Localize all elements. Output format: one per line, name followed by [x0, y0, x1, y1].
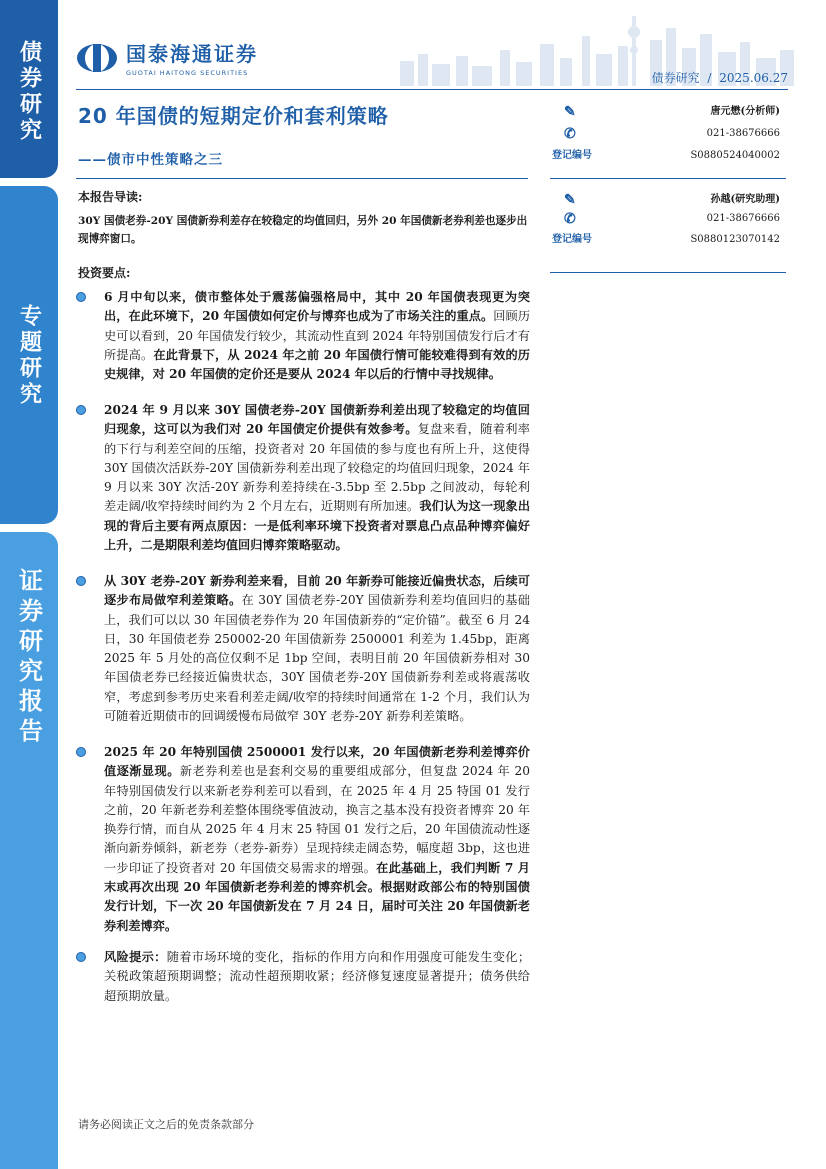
- guide-heading: 本报告导读:: [78, 190, 143, 204]
- key-point-text: [104, 572, 530, 726]
- key-point-bold: 2024 年 9 月以来 30Y 国债老券-20Y 国债新券利差出现了较稳定的均值回归现象，这可以为我们对 20 年国债定价提供有效参考。: [104, 403, 530, 437]
- company-name-cn: 国泰海通证券: [126, 42, 258, 66]
- sidebar-category: [0, 0, 58, 178]
- header-meta: [652, 69, 788, 86]
- risk-text: 随着市场环境的变化，指标的作用方向和作用强度可能发生变化；关税政策超预期调整；流动性超预期收紧；经济修复速度显著提升；债务供给超预期放量。: [104, 950, 531, 1003]
- key-point-body: 新老券利差也是套利交易的重要组成部分，但复盘 2024 年 20 年特别国债发行以来新老券利差可以看到，在 2025 年 4 月 25 特国 01 发行之前，20 年新老券利差整体围绕零值波动，换言之基本没有投资者博弈 20 年换券行情，而自从 2025 年 4 月末 25 特国 01 发行之后，20 年国债流动性逐渐向新券倾斜，新老券（老券-新券）呈现持续走阔态势，幅度超 3bp，这也进一步印证了投资者对 20 年国债交易需求的增强。: [104, 764, 530, 875]
- key-point-text: [104, 743, 530, 936]
- registration-number: S0880524040002: [690, 150, 780, 161]
- bullet-icon: [76, 952, 86, 962]
- header-date: 2025.06.27: [719, 71, 788, 85]
- analyst-divider: [550, 272, 786, 273]
- report-title: 20 年国债的短期定价和套利策略: [78, 104, 389, 128]
- logo-mark-icon: [76, 43, 118, 73]
- key-point-body: 在 30Y 国债老券-20Y 国债新券利差均值回归的基础上，我们可以以 30 年国债老券作为 20 年国债新券的“定价锚”。截至 6 月 24 日，30 年国债老券 250002-20 年国债新券 2500001 利差为 1.45bp，距离 2025 年 5 月处的高位仅剩不足 1bp 空间，表明目前 20 年国债新券相对 30 年国债老券已经接近偏贵状态，30Y 国债老券-20Y 国债新券利差或将震荡收窄，考虑到参考历史来看利差走阔/收窄的持续时间通常在 1-2 个月，我们认为可随着近期债市的回调缓慢布局做窄 30Y 老券-20Y 新券利差策略。: [104, 593, 530, 724]
- key-point: [78, 948, 530, 1006]
- key-point-text: [104, 288, 530, 384]
- sidebar-report: [0, 532, 58, 1169]
- registration-label: 登记编号: [552, 234, 592, 245]
- phone-icon: ✆: [564, 126, 576, 142]
- phone-icon: ✆: [564, 211, 576, 227]
- analyst-name: 唐元懋(分析师): [710, 106, 780, 117]
- key-point: [78, 743, 530, 936]
- sidebar: [0, 0, 58, 1169]
- analyst-phone: 021-38676666: [706, 128, 780, 139]
- header-separator: /: [707, 71, 712, 85]
- key-point-body: 复盘来看，随着利率的下行与利差空间的压缩，投资者对 20 年国债的参与度也有所上升，这使得 30Y 国债次活跃券-20Y 国债新券利差出现了较稳定的均值回归现象，2024 年 9 月以来 30Y 次活-20Y 新券利差持续在-3.5bp 至 2.5bp 之间波动，每轮利差走阔/收窄持续时间约为 2 个月左右，近期则有所加速。: [104, 422, 530, 514]
- key-point-text: [104, 401, 530, 555]
- key-point-body: 回顾历史可以看到，20 年国债发行较少，其流动性直到 2024 年特别国债发行后才有所提高。: [104, 309, 531, 362]
- risk-label: 风险提示：: [104, 950, 167, 964]
- bullet-icon: [76, 747, 86, 757]
- key-point-bold: 在此背景下，从 2024 年之前 20 年国债行情可能较难得到有效的历史规律，对 20 年国债的定价还是要从 2024 年以后的行情中寻找规律。: [104, 347, 530, 382]
- key-point-bold: 从 30Y 老券-20Y 新券利差来看，目前 20 年新券可能接近偏贵状态，后续可逐步布局做窄利差策略。: [104, 574, 530, 608]
- guide-text: 30Y 国债老券-20Y 国债新券利差存在较稳定的均值回归，另外 20 年国债新老券利差也逐步出现博弈窗口。: [78, 215, 528, 245]
- company-logo: [76, 38, 258, 77]
- person-icon: ✎: [564, 192, 576, 208]
- key-point: [78, 288, 530, 384]
- key-point: [78, 572, 530, 726]
- person-icon: ✎: [564, 104, 576, 120]
- analyst-name: 孙越(研究助理): [710, 194, 780, 205]
- analyst-divider: [550, 178, 786, 179]
- key-point-bold: 2025 年 20 年特别国债 2500001 发行以来，20 年国债新老券利差博弈价值逐渐显现。: [104, 745, 530, 779]
- registration-number: S0880123070142: [690, 234, 780, 245]
- key-point: [78, 401, 530, 555]
- analyst-phone: 021-38676666: [706, 213, 780, 224]
- sidebar-type-label: 专题研究: [16, 304, 42, 408]
- registration-label: 登记编号: [552, 150, 592, 161]
- bullet-icon: [76, 405, 86, 415]
- footer-disclaimer: 请务必阅读正文之后的免责条款部分: [78, 1118, 254, 1131]
- sidebar-category-label: 债券研究: [16, 40, 42, 144]
- bullet-icon: [76, 292, 86, 302]
- sidebar-type: [0, 186, 58, 524]
- key-point-bold: 我们认为这一现象出现的背后主要有两点原因：一是低利率环境下投资者对票息凸点品种博弈偏好上升，二是期限利差均值回归博弈策略驱动。: [104, 499, 531, 553]
- key-point-bold: 在此基础上，我们判断 7 月末或再次出现 20 年国债新老券利差的博弈机会。根据财政部公布的特别国债发行计划，下一次 20 年国债新发在 7 月 24 日，届时可关注 20 年国债新老券利差博弈。: [104, 860, 530, 933]
- key-point-bold: 6 月中旬以来，债市整体处于震荡偏强格局中，其中 20 年国债表现更为突出，在此环境下，20 年国债如何定价与博弈也成为了市场关注的重点。: [104, 290, 530, 324]
- header-section: 债券研究: [651, 71, 700, 85]
- bullet-icon: [76, 576, 86, 586]
- key-point-text: [104, 948, 530, 1006]
- report-subtitle: ——债市中性策略之三: [78, 152, 223, 168]
- title-divider: [76, 178, 528, 179]
- sidebar-report-label: 证券研究报告: [14, 568, 43, 748]
- header-divider: [76, 89, 788, 90]
- key-points-heading: 投资要点:: [78, 266, 131, 280]
- company-name-en: GUOTAI HAITONG SECURITIES: [126, 69, 249, 77]
